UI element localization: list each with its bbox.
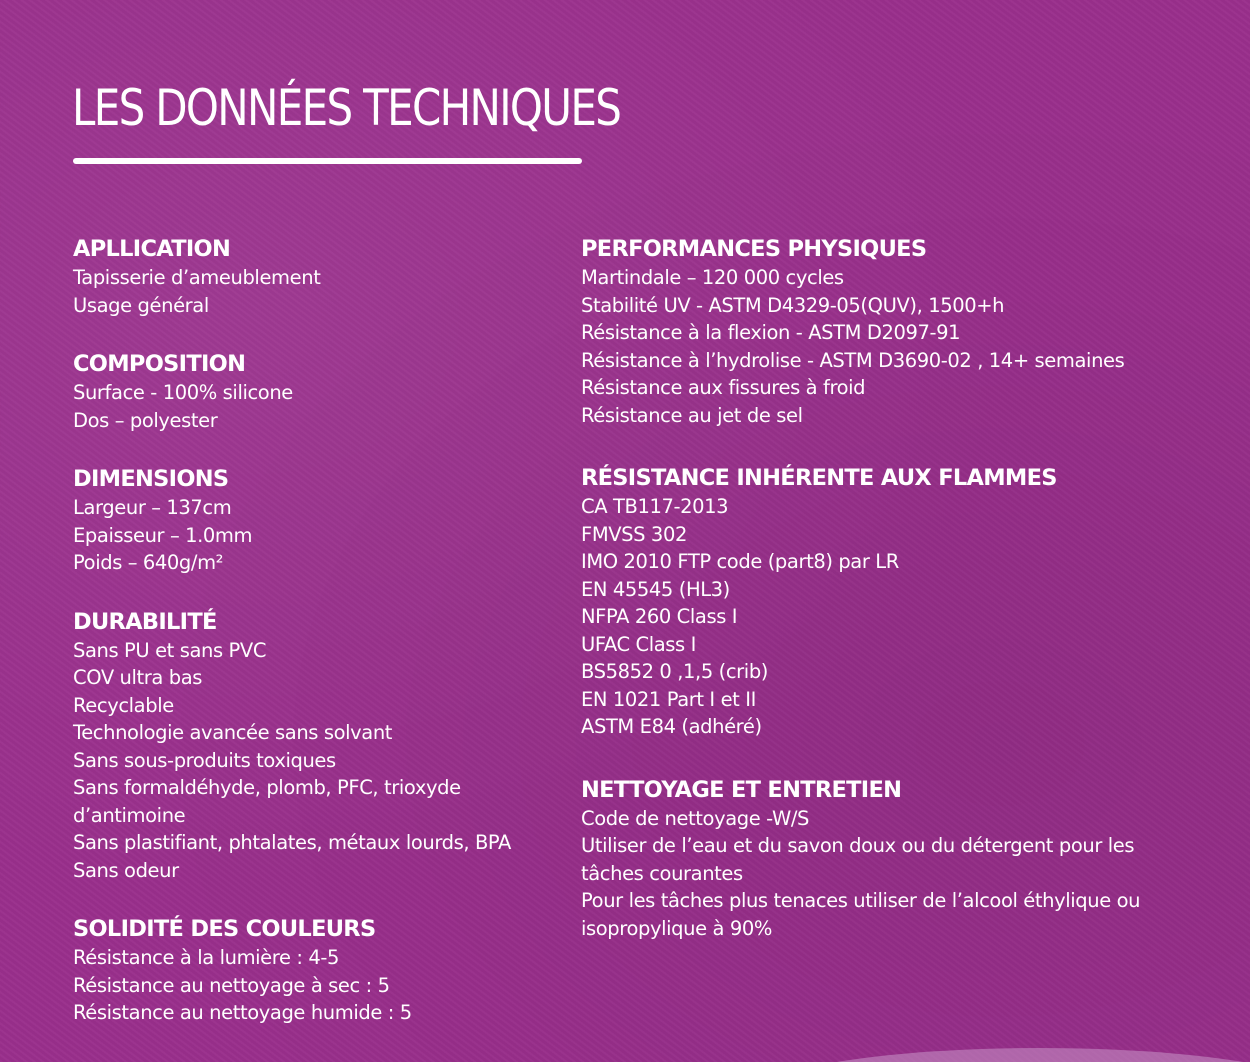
title-underline [73, 158, 582, 164]
spec-line: Dos – polyester [73, 408, 218, 432]
spec-line: Sans plastifiant, phtalates, métaux lourds, BPA [73, 831, 511, 854]
section-durability [73, 607, 528, 885]
section-cleaning-care [581, 775, 1181, 943]
section-lines [73, 944, 528, 1027]
spec-line: Utiliser de l’eau et du savon doux ou du détergent pour les tâches courantes [581, 834, 1135, 885]
spec-line: COV ultra bas [73, 666, 203, 689]
spec-line: CA TB117-2013 [581, 495, 729, 518]
spec-line: Usage général [73, 293, 209, 317]
spec-line: EN 45545 (HL3) [581, 577, 730, 601]
spec-line: Résistance au jet de sel [581, 403, 803, 427]
section-color-fastness [73, 914, 528, 1027]
section-title: NETTOYAGE ET ENTRETIEN [581, 776, 902, 803]
spec-line: Epaisseur – 1.0mm [73, 523, 253, 547]
section-flame-resistance [581, 463, 1181, 741]
spec-line: Code de nettoyage -W/S [581, 806, 810, 830]
spec-line: Résistance au nettoyage humide : 5 [73, 1001, 412, 1024]
spec-line: Résistance à l’hydrolise - ASTM D3690-02 , 14+ semaines [581, 348, 1125, 372]
section-title: DURABILITÉ [73, 608, 217, 635]
section-lines [73, 494, 528, 577]
section-title: RÉSISTANCE INHÉRENTE AUX FLAMMES [581, 465, 1057, 491]
section-composition [73, 349, 528, 434]
spec-line: Martindale – 120 000 cycles [581, 266, 844, 289]
spec-line: IMO 2010 FTP code (part8) par LR [581, 550, 899, 573]
section-lines [581, 264, 1181, 429]
section-title: COMPOSITION [73, 351, 246, 377]
spec-line: Sans formaldéhyde, plomb, PFC, trioxyde d’antimoine [73, 776, 461, 827]
section-title: SOLIDITÉ DES COULEURS [73, 916, 376, 942]
spec-line: Largeur – 137cm [73, 496, 232, 519]
section-title: DIMENSIONS [73, 466, 229, 492]
spec-line: FMVSS 302 [581, 522, 687, 546]
right-column [581, 234, 1181, 942]
section-dimensions [73, 464, 528, 577]
spec-line: Sans sous-produits toxiques [73, 748, 336, 772]
section-lines [73, 379, 528, 434]
spec-line: EN 1021 Part I et II [581, 687, 756, 711]
section-physical-performance [581, 234, 1181, 429]
spec-line: ASTM E84 (adhéré) [581, 715, 762, 738]
spec-line: Stabilité UV - ASTM D4329-05(QUV), 1500+h [581, 293, 1005, 317]
section-application [73, 234, 528, 319]
spec-line: Tapisserie d’ameublement [73, 266, 321, 289]
spec-line: Pour les tâches plus tenaces utiliser de l’alcool éthylique ou isopropylique à 90% [581, 889, 1141, 940]
page-title: LES DONNÉES TECHNIQUES [72, 79, 621, 137]
decorative-swoosh [760, 1048, 1250, 1062]
section-title: APLLICATION [73, 236, 231, 262]
spec-line: Résistance aux fissures à froid [581, 376, 866, 399]
spec-line: Poids – 640g/m² [73, 551, 224, 574]
spec-line: Résistance à la flexion - ASTM D2097-91 [581, 321, 961, 344]
left-column [73, 234, 528, 1027]
spec-line: NFPA 260 Class I [581, 605, 738, 628]
section-lines [581, 805, 1181, 943]
spec-line: BS5852 0 ,1,5 (crib) [581, 660, 769, 683]
spec-line: UFAC Class I [581, 632, 696, 656]
spec-line: Sans odeur [73, 858, 179, 882]
section-lines [581, 493, 1181, 741]
section-title: PERFORMANCES PHYSIQUES [581, 236, 927, 262]
spec-line: Surface - 100% silicone [73, 381, 293, 404]
section-lines [73, 637, 528, 885]
spec-line: Résistance à la lumière : 4-5 [73, 946, 339, 969]
section-lines [73, 264, 528, 319]
spec-line: Technologie avancée sans solvant [73, 721, 393, 744]
spec-line: Résistance au nettoyage à sec : 5 [73, 973, 390, 997]
spec-line: Sans PU et sans PVC [73, 638, 267, 662]
spec-line: Recyclable [73, 693, 174, 717]
